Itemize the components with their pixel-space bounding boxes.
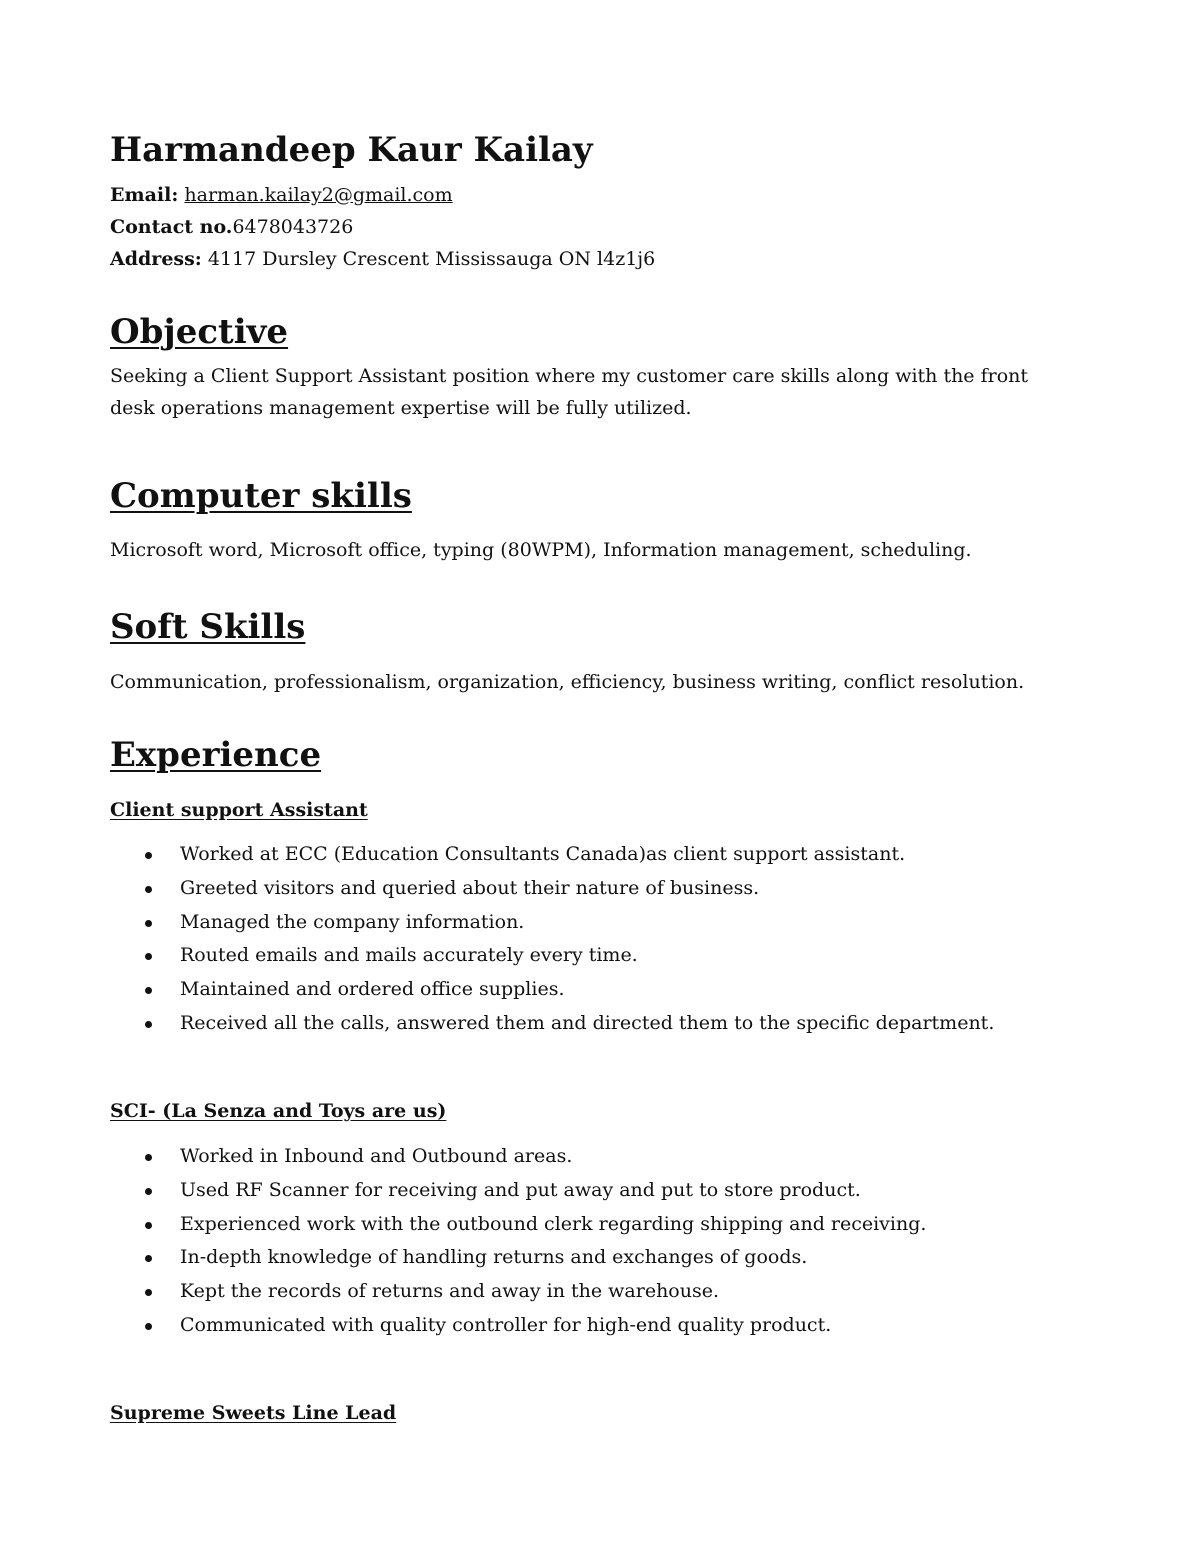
bullet-icon — [145, 920, 152, 927]
list-item — [110, 1174, 1090, 1208]
email-label: Email: — [110, 184, 179, 206]
bullet-icon — [145, 1154, 152, 1161]
list-item — [110, 1241, 1090, 1275]
bullet-text: Routed emails and mails accurately every time. — [180, 944, 638, 967]
email-link[interactable]: harman.kailay2@gmail.com — [184, 184, 453, 206]
bullet-icon — [145, 987, 152, 994]
computer-skills-text: Microsoft word, Microsoft office, typing (80WPM), Information management, scheduling. — [110, 539, 972, 561]
bullet-text: Kept the records of returns and away in the warehouse. — [180, 1280, 720, 1303]
list-item — [110, 906, 1090, 940]
bullet-icon — [145, 1289, 152, 1296]
experience-heading: Experience — [110, 735, 322, 775]
address-value: 4117 Dursley Crescent Mississauga ON l4z1j6 — [207, 248, 656, 270]
bullet-text: Experienced work with the outbound clerk regarding shipping and receiving. — [180, 1212, 927, 1235]
resume-name: Harmandeep Kaur Kailay — [110, 130, 593, 170]
objective-heading: Objective — [110, 312, 289, 352]
soft-skills-heading: Soft Skills — [110, 607, 306, 647]
address-label: Address: — [110, 248, 202, 270]
bullet-text: Received all the calls, answered them and directed them to the specific department. — [180, 1011, 995, 1034]
bullet-icon — [145, 1255, 152, 1262]
bullet-text: Worked at ECC (Education Consultants Canada)as client support assistant. — [180, 843, 906, 865]
bullet-text: Worked in Inbound and Outbound areas. — [180, 1145, 573, 1167]
bullet-icon — [145, 1188, 152, 1195]
contact-number: 6478043726 — [232, 216, 354, 238]
bullet-text: In-depth knowledge of handling returns and exchanges of goods. — [180, 1246, 808, 1269]
bullet-text: Used RF Scanner for receiving and put away and put to store product. — [180, 1178, 861, 1201]
address-line — [110, 246, 655, 272]
bullet-icon — [145, 1222, 152, 1229]
job-bullets — [110, 838, 1090, 1041]
list-item — [110, 1309, 1090, 1343]
bullet-icon — [145, 852, 152, 859]
bullet-text: Managed the company information. — [180, 910, 525, 933]
bullet-icon — [145, 886, 152, 893]
job-bullets — [110, 1140, 1090, 1343]
contact-label: Contact no. — [110, 216, 233, 238]
job-title: SCI- (La Senza and Toys are us) — [110, 1100, 447, 1122]
bullet-text: Maintained and ordered office supplies. — [180, 978, 565, 1001]
bullet-icon — [145, 1021, 152, 1028]
list-item — [110, 973, 1090, 1007]
list-item — [110, 1208, 1090, 1242]
contact-line — [110, 214, 353, 240]
job-title: Client support Assistant — [110, 799, 368, 821]
bullet-icon — [145, 953, 152, 960]
computer-skills-heading: Computer skills — [110, 476, 412, 516]
list-item — [110, 1007, 1090, 1041]
list-item — [110, 1140, 1090, 1174]
list-item — [110, 872, 1090, 906]
soft-skills-text: Communication, professionalism, organization, efficiency, business writing, conflict resolution. — [110, 671, 1025, 693]
list-item — [110, 838, 1090, 872]
list-item — [110, 939, 1090, 973]
list-item — [110, 1275, 1090, 1309]
email-line — [110, 182, 453, 208]
bullet-text: Greeted visitors and queried about their nature of business. — [180, 876, 760, 899]
job-title: Supreme Sweets Line Lead — [110, 1402, 397, 1424]
bullet-text: Communicated with quality controller for high-end quality product. — [180, 1313, 832, 1336]
bullet-icon — [145, 1323, 152, 1330]
objective-text: Seeking a Client Support Assistant position where my customer care skills along with the front desk operations management expertise will be fully utilized. — [110, 365, 1029, 419]
